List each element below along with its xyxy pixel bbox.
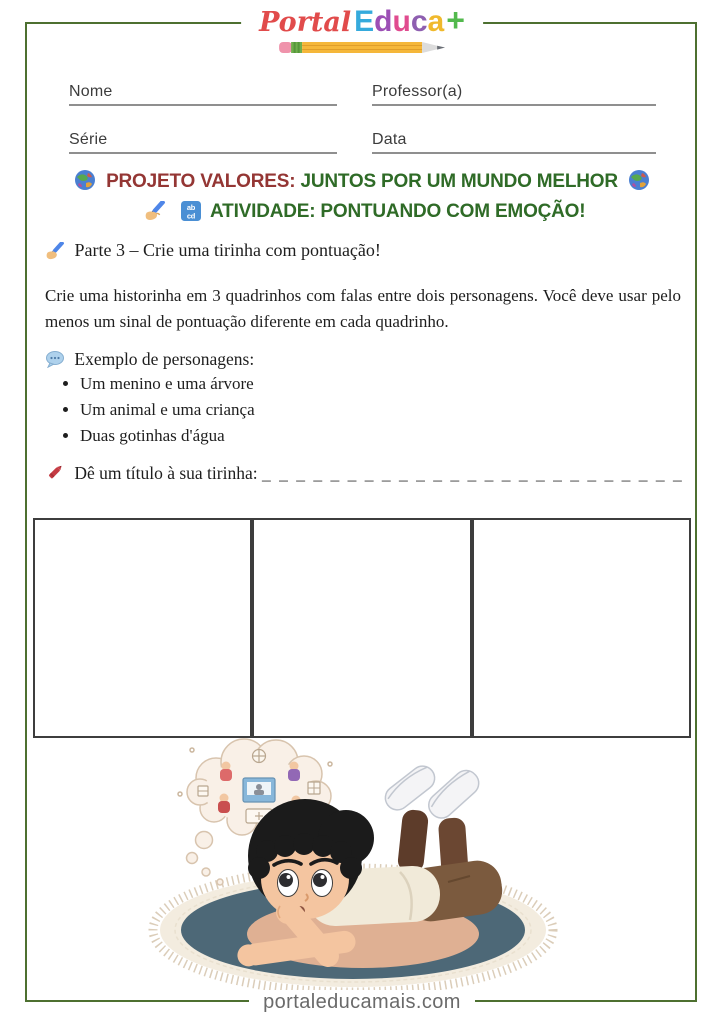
list-item: • Um animal e uma criança [80, 400, 255, 420]
footer-url: portaleducamais.com [249, 990, 475, 1014]
name-field-line [69, 103, 337, 106]
logo [241, 4, 483, 61]
grade-field-line [69, 151, 337, 154]
logo-word-educa: Educa [354, 5, 445, 38]
date-field-label: Data [372, 131, 407, 148]
writing-hand-icon [144, 201, 166, 229]
date-field-line [372, 151, 656, 154]
part-heading-text: Parte 3 – Crie uma tirinha com pontuação! [74, 240, 381, 260]
writing-hand-icon [45, 242, 65, 265]
comic-strip [33, 518, 691, 738]
globe-icon [628, 169, 650, 199]
project-title [0, 169, 724, 199]
pencil-icon [259, 38, 465, 61]
teacher-field-line [372, 103, 656, 106]
red-crayon-icon [45, 462, 65, 487]
activity-title [0, 199, 724, 229]
comic-panel-1 [33, 518, 252, 738]
svg-text:ab: ab [186, 203, 195, 213]
part-heading [45, 240, 381, 265]
strip-title-prompt [45, 462, 684, 487]
comic-panel-2 [252, 518, 471, 738]
activity-title-text: ATIVIDADE: PONTUANDO COM EMOÇÃO! [210, 201, 586, 222]
list-item: • Um menino e uma árvore [80, 374, 255, 394]
date-field [372, 131, 656, 154]
name-field [69, 83, 337, 106]
abc-keyboard-icon [181, 201, 201, 229]
title-blank-line: _ _ _ _ _ _ _ _ _ _ _ _ _ _ _ _ _ _ _ _ _ _ _ _ _ [261, 463, 684, 483]
globe-icon [74, 169, 96, 199]
logo-plus-sign: + [446, 2, 465, 38]
logo-word-portal: Portal [259, 7, 352, 38]
teacher-field-label: Professor(a) [372, 83, 463, 100]
name-field-label: Nome [69, 83, 113, 100]
examples-heading-text: Exemplo de personagens: [74, 349, 255, 369]
examples-list [62, 374, 255, 452]
grade-field-label: Série [69, 131, 108, 148]
thinking-boy-illustration [148, 736, 572, 996]
comic-panel-3 [472, 518, 691, 738]
instructions-paragraph: Crie uma historinha em 3 quadrinhos com falas entre dois personagens. Você deve usar pelo menos um sinal de pontuação diferente em cada quadrinho. [45, 286, 681, 332]
project-title-red: PROJETO VALORES: [106, 171, 296, 192]
footer [0, 990, 724, 1014]
examples-heading [45, 349, 254, 373]
svg-text:cd: cd [186, 211, 195, 221]
strip-title-prompt-text: Dê um título à sua tirinha: [74, 463, 258, 483]
project-title-green: JUNTOS POR UM MUNDO MELHOR [300, 171, 618, 192]
logo-text [259, 4, 465, 37]
speech-balloon-icon [45, 350, 65, 373]
grade-field [69, 131, 337, 154]
list-item: • Duas gotinhas d'água [80, 426, 255, 446]
teacher-field [372, 83, 656, 106]
